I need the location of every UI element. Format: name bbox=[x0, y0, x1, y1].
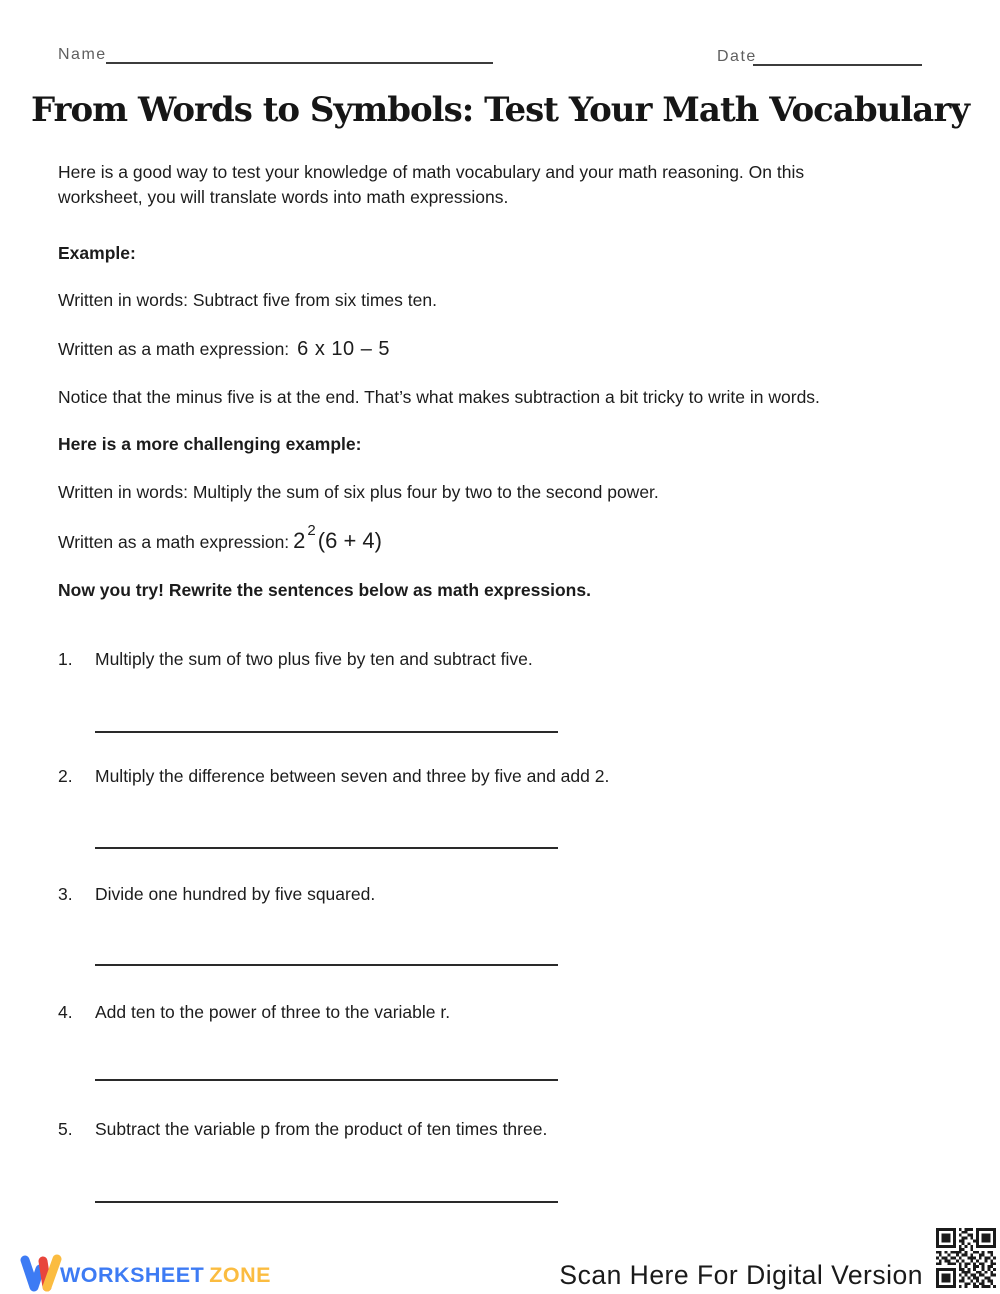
example-note: Notice that the minus five is at the end. That’s what makes subtraction a bit tricky to write in words. bbox=[58, 387, 820, 407]
question-number: 2. bbox=[58, 766, 73, 786]
question-text: Add ten to the power of three to the variable r. bbox=[95, 1002, 451, 1022]
question-text: Subtract the variable p from the product of ten times three. bbox=[95, 1119, 548, 1139]
logo-worksheet-word: WORKSHEET bbox=[60, 1263, 205, 1287]
answer-blank-line bbox=[95, 964, 558, 966]
question-text: Multiply the sum of two plus five by ten and subtract five. bbox=[95, 649, 533, 669]
question-number: 1. bbox=[58, 649, 73, 669]
example-written-words: Written in words: Subtract five from six times ten. bbox=[58, 290, 437, 310]
example-expression: 6 x 10 – 5 bbox=[297, 338, 391, 360]
answer-blank-line bbox=[95, 847, 558, 849]
challenging-written-words: Written in words: Multiply the sum of six plus four by two to the second power. bbox=[58, 482, 659, 502]
intro-paragraph: Here is a good way to test your knowledge of math vocabulary and your math reasoning. On this worksheet, you will translate words into math expressions. bbox=[58, 162, 805, 207]
question-text: Multiply the difference between seven and three by five and add 2. bbox=[95, 766, 610, 786]
question-item bbox=[58, 649, 533, 670]
question-item bbox=[58, 1002, 450, 1023]
scan-here-text: Scan Here For Digital Version bbox=[559, 1260, 923, 1290]
question-item bbox=[58, 884, 375, 905]
worksheetzone-logo-text bbox=[60, 1263, 271, 1288]
answer-blank-line bbox=[95, 1079, 558, 1081]
name-fill-line bbox=[106, 62, 493, 64]
expression-exponent: 2 bbox=[307, 522, 316, 539]
name-label: Name bbox=[58, 46, 107, 63]
answer-blank-line bbox=[95, 731, 558, 733]
date-fill-line bbox=[753, 64, 922, 66]
page-title: From Words to Symbols: Test Your Math Vocabulary bbox=[31, 90, 969, 130]
date-label: Date bbox=[717, 48, 757, 65]
logo-zone-word: ZONE bbox=[209, 1263, 271, 1287]
challenging-example-heading: Here is a more challenging example: bbox=[58, 434, 362, 454]
example-expression-line bbox=[58, 337, 390, 362]
worksheetzone-logo-icon bbox=[19, 1253, 63, 1294]
question-item bbox=[58, 1119, 547, 1140]
challenging-expression-label: Written as a math expression: bbox=[58, 532, 290, 552]
instruction-text: Now you try! Rewrite the sentences below as math expressions. bbox=[58, 580, 591, 600]
expression-base: 2 bbox=[293, 528, 306, 553]
qr-code bbox=[936, 1228, 996, 1288]
question-item bbox=[58, 766, 609, 787]
question-number: 5. bbox=[58, 1119, 73, 1139]
challenging-expression-line bbox=[58, 522, 382, 556]
expression-rest: (6 + 4) bbox=[317, 528, 382, 553]
question-number: 4. bbox=[58, 1002, 73, 1022]
example-heading: Example: bbox=[58, 243, 136, 263]
answer-blank-line bbox=[95, 1201, 558, 1203]
example-expression-label: Written as a math expression: bbox=[58, 339, 290, 359]
question-text: Divide one hundred by five squared. bbox=[95, 884, 376, 904]
question-number: 3. bbox=[58, 884, 73, 904]
